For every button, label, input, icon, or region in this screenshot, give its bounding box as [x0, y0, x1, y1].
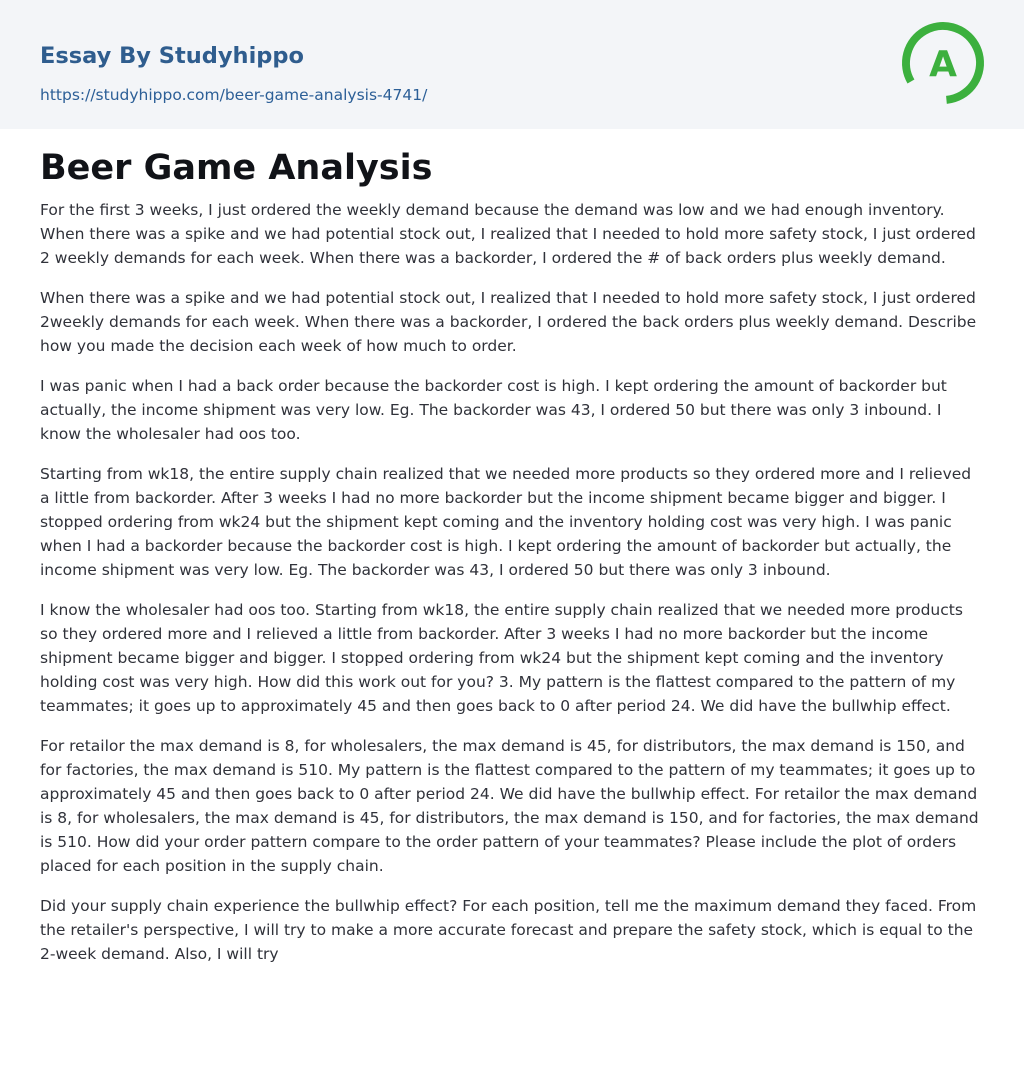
essay-paragraph: For retailor the max demand is 8, for wholesalers, the max demand is 45, for distributors, the max demand is 150, and for factories, the max demand is 510. My pattern is the flattest compared to the pattern of my teammates; it goes up to approximately 45 and then goes back to 0 after period 24. We did have the bullwhip effect. For retailor the max demand is 8, for wholesalers, the max demand is 45, for distributors, the max demand is 150, and for factories, the max demand is 510. How did your order pattern compare to the order pattern of your teammates? Please include the plot of orders placed for each position in the supply chain.: [40, 737, 979, 875]
studyhippo-logo-icon[interactable]: [900, 20, 986, 106]
brand-title: Essay By Studyhippo: [40, 43, 304, 69]
logo-letter: A: [929, 44, 957, 85]
essay-paragraph: I was panic when I had a back order because the backorder cost is high. I kept ordering the amount of backorder but actually, the income shipment was very low. Eg. The backorder was 43, I ordered 50 but there was only 3 inbound. I know the wholesaler had oos too.: [40, 377, 947, 443]
essay-paragraph: For the first 3 weeks, I just ordered the weekly demand because the demand was low and we had enough inventory. When there was a spike and we had potential stock out, I realized that I needed to hold more safety stock, I just ordered 2 weekly demands for each week. When there was a backorder, I ordered the # of back orders plus weekly demand.: [40, 201, 976, 267]
essay-paragraph: I know the wholesaler had oos too. Starting from wk18, the entire supply chain realized that we needed more products so they ordered more and I relieved a little from backorder. After 3 weeks I had no more backorder but the income shipment became bigger and bigger. I stopped ordering from wk24 but the shipment kept coming and the inventory holding cost was very high. How did this work out for you? 3. My pattern is the flattest compared to the pattern of my teammates; it goes up to approximately 45 and then goes back to 0 after period 24. We did have the bullwhip effect.: [40, 601, 963, 715]
essay-paragraph: Did your supply chain experience the bullwhip effect? For each position, tell me the maximum demand they faced. From the retailer's perspective, I will try to make a more accurate forecast and prepare the safety stock, which is equal to the 2-week demand. Also, I will try: [40, 897, 977, 963]
essay-content: [0, 129, 1024, 966]
essay-paragraph: When there was a spike and we had potential stock out, I realized that I needed to hold more safety stock, I just ordered 2weekly demands for each week. When there was a backorder, I ordered the back orders plus weekly demand. Describe how you made the decision each week of how much to order.: [40, 289, 977, 355]
essay-paragraph: Starting from wk18, the entire supply chain realized that we needed more products so they ordered more and I relieved a little from backorder. After 3 weeks I had no more backorder but the income shipment became bigger and bigger. I stopped ordering from wk24 but the shipment kept coming and the inventory holding cost was very high. I was panic when I had a backorder because the backorder cost is high. I kept ordering the amount of backorder but actually, the income shipment was very low. Eg. The backorder was 43, I ordered 50 but there was only 3 inbound.: [40, 465, 972, 579]
site-header: [0, 0, 1024, 129]
essay-url-link[interactable]: https://studyhippo.com/beer-game-analysis-4741/: [40, 86, 428, 104]
page-title: Beer Game Analysis: [40, 148, 433, 188]
